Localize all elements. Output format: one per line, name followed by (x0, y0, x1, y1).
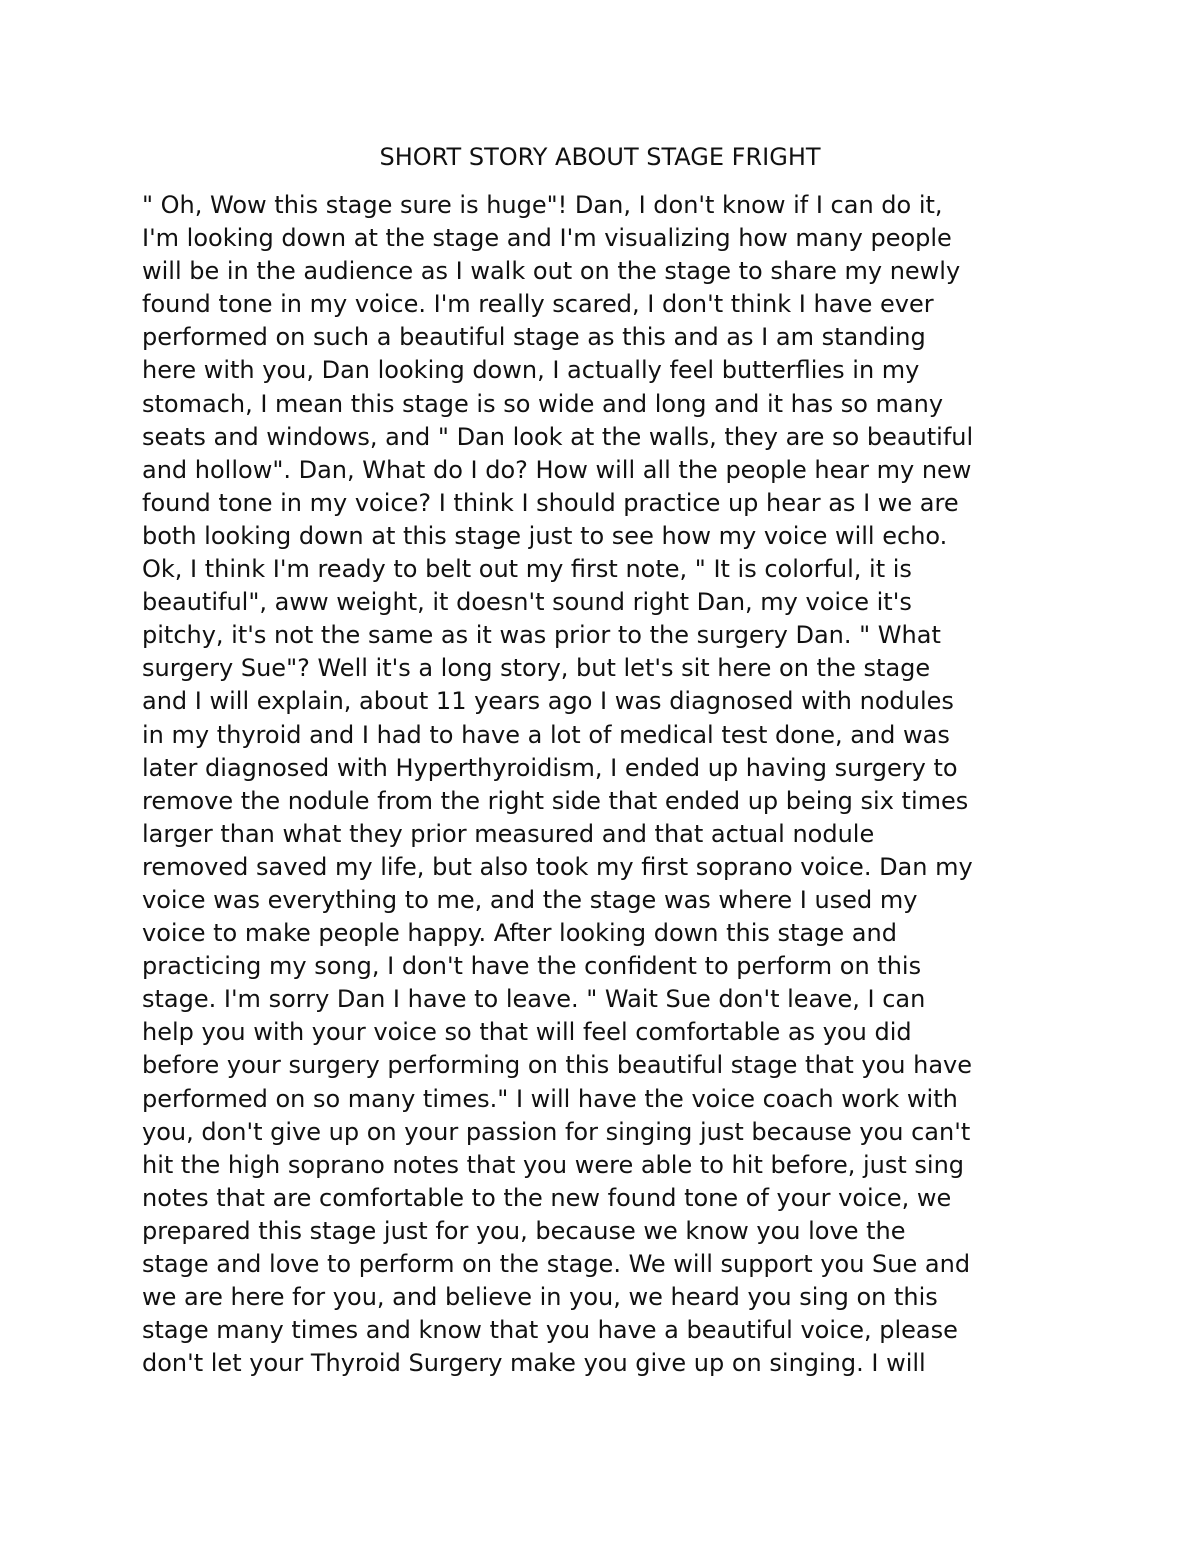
document-body (142, 189, 1072, 1380)
body-line: Ok, I think I'm ready to belt out my first note, " It is colorful, it is (142, 555, 912, 584)
body-line: stage many times and know that you have a beautiful voice, please (142, 1316, 958, 1345)
body-line: and I will explain, about 11 years ago I was diagnosed with nodules (142, 687, 954, 716)
document-title: SHORT STORY ABOUT STAGE FRIGHT (379, 143, 821, 171)
body-line: practicing my song, I don't have the confident to perform on this (142, 952, 922, 981)
body-line: and hollow". Dan, What do I do? How will all the people hear my new (142, 455, 972, 484)
body-line: in my thyroid and I had to have a lot of medical test done, and was (142, 720, 950, 749)
body-line: stomach, I mean this stage is so wide and long and it has so many (142, 389, 944, 418)
body-line: removed saved my life, but also took my first soprano voice. Dan my (142, 852, 973, 881)
body-line: help you with your voice so that will feel comfortable as you did (142, 1018, 912, 1047)
body-line: found tone in my voice? I think I should practice up hear as I we are (142, 488, 959, 517)
body-line: voice was everything to me, and the stage was where I used my (142, 885, 918, 914)
body-line: before your surgery performing on this beautiful stage that you have (142, 1051, 973, 1080)
body-line: will be in the audience as I walk out on the stage to share my newly (142, 257, 961, 286)
body-line: stage and love to perform on the stage. We will support you Sue and (142, 1250, 971, 1278)
body-line: " Oh, Wow this stage sure is huge"! Dan, I don't know if I can do it, (142, 191, 943, 219)
body-line: later diagnosed with Hyperthyroidism, I ended up having surgery to (142, 753, 958, 782)
body-line: don't let your Thyroid Surgery make you give up on singing. I will (142, 1349, 926, 1378)
body-line: notes that are comfortable to the new found tone of your voice, we (142, 1183, 952, 1212)
body-line: we are here for you, and believe in you, we heard you sing on this (142, 1283, 938, 1312)
body-line: you, don't give up on your passion for singing just because you can't (142, 1117, 971, 1146)
body-line: stage. I'm sorry Dan I have to leave. " Wait Sue don't leave, I can (142, 985, 926, 1014)
body-line: found tone in my voice. I'm really scared, I don't think I have ever (142, 290, 934, 319)
body-line: performed on such a beautiful stage as this and as I am standing (142, 323, 926, 352)
body-line: performed on so many times." I will have the voice coach work with (142, 1084, 958, 1113)
body-line: remove the nodule from the right side that ended up being six times (142, 786, 969, 815)
body-line: hit the high soprano notes that you were able to hit before, just sing (142, 1150, 965, 1179)
body-line: voice to make people happy. After looking down this stage and (142, 919, 897, 948)
body-line: prepared this stage just for you, because we know you love the (142, 1216, 906, 1245)
body-line: pitchy, it's not the same as it was prior to the surgery Dan. " What (142, 621, 941, 650)
body-line: I'm looking down at the stage and I'm visualizing how many people (142, 224, 952, 253)
body-line: both looking down at this stage just to see how my voice will echo. (142, 521, 948, 550)
body-line: here with you, Dan looking down, I actually feel butterflies in my (142, 356, 920, 385)
body-line: seats and windows, and " Dan look at the walls, they are so beautiful (142, 422, 974, 451)
body-line: beautiful", aww weight, it doesn't sound right Dan, my voice it's (142, 588, 912, 617)
body-line: larger than what they prior measured and that actual nodule (142, 819, 875, 848)
body-line: surgery Sue"? Well it's a long story, but let's sit here on the stage (142, 654, 931, 683)
